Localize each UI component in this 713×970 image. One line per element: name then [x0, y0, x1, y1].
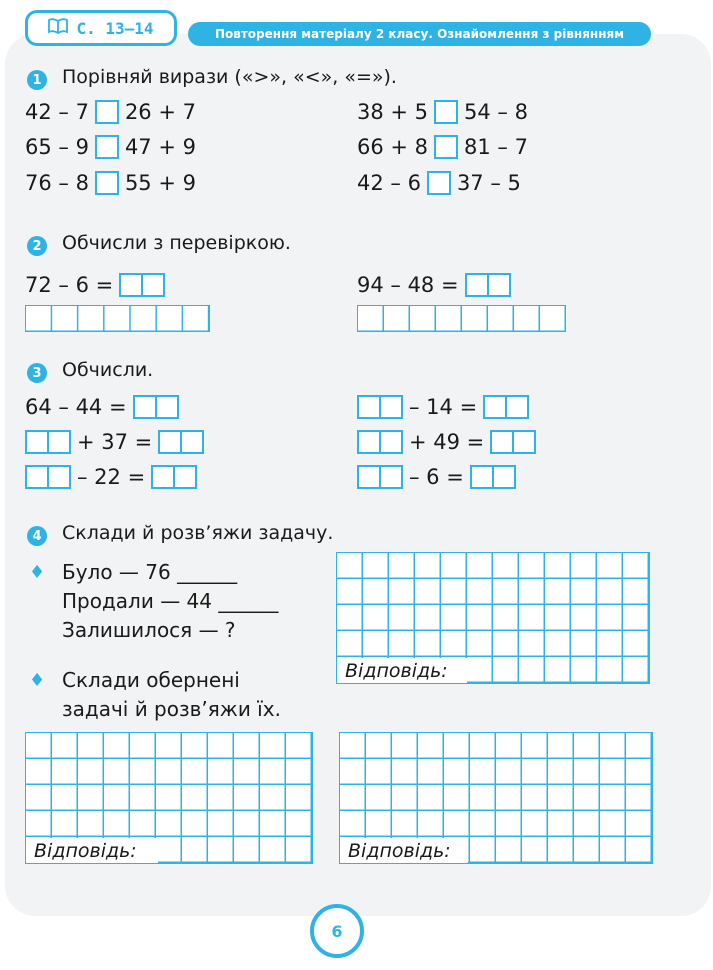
answer-cell[interactable] — [381, 395, 403, 419]
compare-row: 65 – 9 47 + 9 — [25, 135, 196, 159]
diamond-bullet-icon: ♦ — [29, 670, 46, 691]
answer-cell[interactable] — [157, 395, 179, 419]
diamond-bullet-icon: ♦ — [29, 562, 46, 583]
task-1-title: Порівняй вирази («>», «<», «=»). — [62, 66, 397, 88]
compare-box[interactable] — [95, 100, 119, 124]
compare-box[interactable] — [427, 171, 451, 195]
answer-cell[interactable] — [143, 273, 165, 297]
answer-cell[interactable] — [470, 465, 494, 489]
compare-row: 76 – 8 55 + 9 — [25, 171, 196, 195]
answer-cell[interactable] — [483, 395, 507, 419]
task-4-title: Склади й розв’яжи задачу. — [62, 522, 334, 544]
task-2-title: Обчисли з перевіркою. — [62, 232, 291, 254]
subtask-line: задачі й розв’яжи їх. — [62, 697, 281, 721]
answer-label: Відповідь: — [337, 658, 467, 683]
answer-cell[interactable] — [357, 430, 381, 454]
check-expression: 94 – 48 = — [357, 271, 511, 299]
compare-box[interactable] — [434, 100, 458, 124]
check-cells[interactable] — [357, 305, 566, 332]
calc-row: – 14 = — [357, 393, 529, 421]
calc-row: + 37 = — [25, 428, 204, 456]
answer-cell[interactable] — [381, 430, 403, 454]
compare-box[interactable] — [95, 135, 119, 159]
answer-cell[interactable] — [119, 273, 143, 297]
calc-row: + 49 = — [357, 428, 536, 456]
answer-cell[interactable] — [25, 465, 49, 489]
answer-cell[interactable] — [489, 273, 511, 297]
answer-cell[interactable] — [465, 273, 489, 297]
answer-cell[interactable] — [49, 465, 71, 489]
answer-cell[interactable] — [494, 465, 516, 489]
answer-label: Відповідь: — [26, 838, 158, 863]
answer-cell[interactable] — [182, 430, 204, 454]
compare-row: 42 – 7 26 + 7 — [25, 100, 196, 124]
subtask-line: Склади обернені — [62, 668, 240, 692]
answer-cell[interactable] — [175, 465, 197, 489]
task-2-number: 2 — [27, 236, 47, 256]
answer-cell[interactable] — [381, 465, 403, 489]
check-cells[interactable] — [25, 305, 210, 332]
answer-cell[interactable] — [133, 395, 157, 419]
compare-row: 38 + 5 54 – 8 — [357, 100, 528, 124]
problem-line: Продали — 44 ______ — [62, 589, 279, 613]
answer-cell[interactable] — [158, 430, 182, 454]
answer-cell[interactable] — [357, 395, 381, 419]
answer-label: Відповідь: — [340, 838, 468, 863]
problem-line: Залишилося — ? — [62, 618, 236, 642]
answer-cell[interactable] — [49, 430, 71, 454]
task-1-number: 1 — [27, 70, 47, 90]
answer-cell[interactable] — [507, 395, 529, 419]
answer-cell[interactable] — [151, 465, 175, 489]
answer-cell[interactable] — [357, 465, 381, 489]
answer-cell[interactable] — [25, 430, 49, 454]
answer-cell[interactable] — [514, 430, 536, 454]
pages-badge — [25, 10, 177, 46]
calc-row: – 6 = — [357, 463, 516, 491]
compare-row: 66 + 8 81 – 7 — [357, 135, 528, 159]
calc-row: 64 – 44 = — [25, 393, 179, 421]
check-expression: 72 – 6 = — [25, 271, 165, 299]
task-4-number: 4 — [27, 526, 47, 546]
answer-cell[interactable] — [490, 430, 514, 454]
task-3-number: 3 — [27, 363, 47, 383]
task-3-title: Обчисли. — [62, 359, 154, 381]
compare-box[interactable] — [95, 171, 119, 195]
page-number: 6 — [310, 904, 364, 958]
calc-row: – 22 = — [25, 463, 197, 491]
pages-text: С. 13–14 — [76, 18, 154, 38]
topic-banner: Повторення матеріалу 2 класу. Ознайомлення з рівнянням — [188, 22, 651, 46]
problem-line: Було — 76 ______ — [62, 560, 238, 584]
book-icon — [48, 18, 68, 38]
compare-row: 42 – 6 37 – 5 — [357, 171, 521, 195]
compare-box[interactable] — [434, 135, 458, 159]
